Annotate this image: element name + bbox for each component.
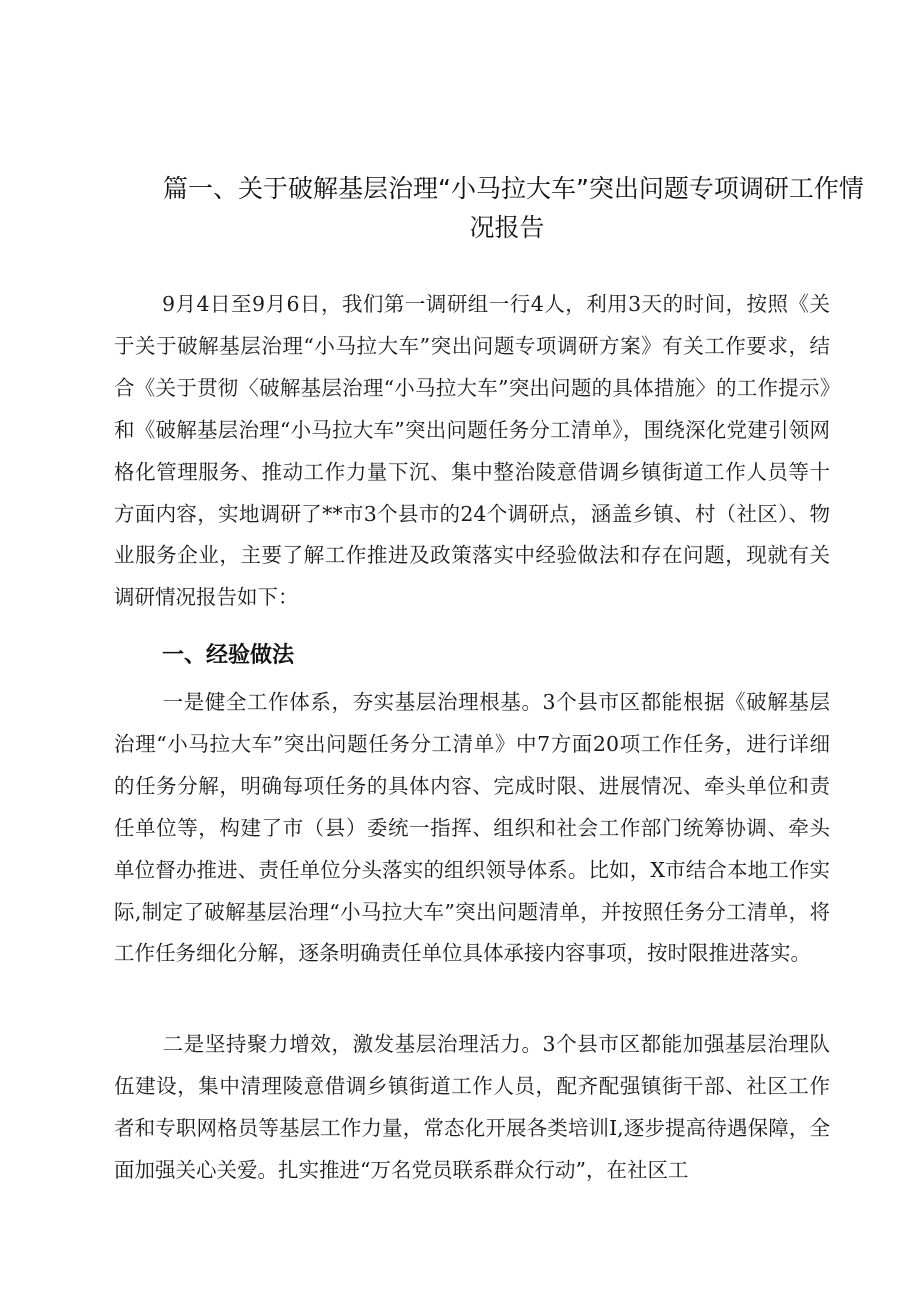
title-line-2: 况报告 bbox=[469, 212, 545, 242]
title-line-1: 篇一、关于破解基层治理“小马拉大车”突出问题专项调研工作情 bbox=[163, 173, 864, 203]
intro-paragraph-text: 9月4日至9月6日，我们第一调研组一行4人，利用3天的时间，按照《关于关于破解基层治理“小马拉大车”突出问题专项调研方案》有关工作要求，结合《关于贯彻〈破解基层治理“小马拉大车”突出问题的具体措施〉的工作提示》和《破解基层治理“小马拉大车”突出问题任务分工清单》，围绕深化党建引领网格化管理服务、推动工作力量下沉、集中整治陵意借调乡镇街道工作人员等十方面内容，实地调研了**市3个县市的24个调研点，涵盖乡镇、村（社区）、物业服务企业，主要了解工作推进及政策落实中经验做法和存在问题，现就有关调研情况报告如下： bbox=[114, 292, 830, 610]
experience-paragraph-2-text: 二是坚持聚力增效，激发基层治理活力。3个县市区都能加强基层治理队伍建设，集中清理陵意借调乡镇街道工作人员，配齐配强镇街干部、社区工作者和专职网格员等基层工作力量，常态化开展各类培训I,逐步提高待遇保障，全面加强关心关爱。扎实推进“万名党员联系群众行动”，在社区工 bbox=[114, 1032, 830, 1182]
experience-paragraph-2 bbox=[114, 1024, 830, 1192]
document-title bbox=[150, 169, 864, 247]
experience-paragraph-1 bbox=[114, 682, 830, 975]
section-heading: 一、经验做法 bbox=[162, 643, 295, 668]
experience-paragraph-1-text: 一是健全工作体系，夯实基层治理根基。3个县市区都能根据《破解基层治理“小马拉大车”突出问题任务分工清单》中7方面20项工作任务，进行详细的任务分解，明确每项任务的具体内容、完成时限、进展情况、牵头单位和责任单位等，构建了市（县）委统一指挥、组织和社会工作部门统筹协调、牵头单位督办推进、责任单位分头落实的组织领导体系。比如，X市结合本地工作实际,制定了破解基层治理“小马拉大车”突出问题清单，并按照任务分工清单，将工作任务细化分解，逐条明确责任单位具体承接内容事项，按时限推进落实。 bbox=[114, 690, 830, 966]
intro-paragraph bbox=[114, 284, 830, 619]
